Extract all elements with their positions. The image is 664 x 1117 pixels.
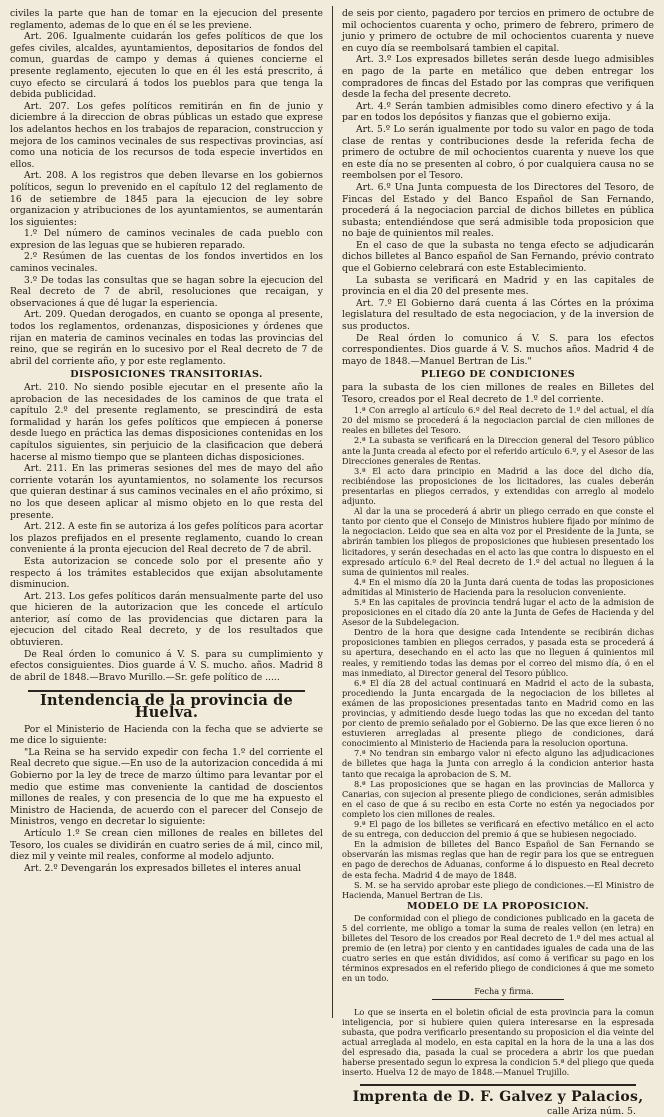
section-rule bbox=[360, 1084, 636, 1086]
left-column bbox=[10, 8, 323, 1018]
decree-quote: "La Reina se ha servido expedir con fecha 1.º del corriente el Real decreto que sigue.—En uso de la autorizacion concedida á mi Gobierno por la ley de trece de marzo último para levantar por el medio que estime mas conveniente la cantidad de doscientos millones de reales, y con presencia de lo que me ha expuesto el Ministro de Hacienda, de acuerdo con el parecer del Consejo de Ministros, vengo en decretar lo siguiente: bbox=[10, 746, 323, 828]
closing-notice: Lo que se inserta en el boletin oficial de esta provincia para la comun inteligencia, por si hubiere quien quiera interesarse en la espresada subasta, que podra verificarlo presentando su proposicion el dia veinte del actual arreglada al modelo, en esta capital en la hora de la una a las dos del espresado dia, pasada la cual se procedera a abrir los que puedan haberse presentado segun lo expresa la condicion 5.ª del pliego que queda inserto. Huelva 12 de mayo de 1848.—Manuel Trujillo. bbox=[342, 1006, 654, 1078]
condition-item: 4.ª En el mismo día 20 la Junta dará cuenta de todas las proposiciones admitidas al Ministerio de Hacienda para la resolucion conveniente. bbox=[342, 576, 654, 597]
paragraph: de seis por ciento, pagadero por tercios en primero de octubre de mil ochocientos cuarenta y ocho, primero de febrero, primero de junio y primero de octubre de mil ochocientos cuarenta y nueve en cuyo día se reembolsará tambien el capital. bbox=[342, 8, 654, 54]
modelo-text: De conformidad con el pliego de condiciones publicado en la gaceta de 5 del corriente, me obligo a tomar la suma de reales vellon (en letra) en billetes del Tesoro de los creados por Real decreto de 1.º del mes actual al premio de (en letra) por ciento y en cantidades iguales de cada una de las cuatro series en que están divididos, así como á verificar su pago en los términos expresados en el referido pliego de condiciones á que me someto en un todo. bbox=[342, 912, 654, 984]
article-207: Art. 207. Los gefes políticos remitirán en fin de junio y diciembre á la direccion de obras públicas un estado que exprese los adelantos hechos en los trabajos de reparacion, construccion y mejora de los caminos vecinales de sus respectivas provincias, así como una noticia de los recursos de toda especie invertidos en ellos. bbox=[10, 100, 323, 170]
paragraph: Por el Ministerio de Hacienda con la fecha que se advierte se me dice lo siguiente: bbox=[10, 723, 323, 747]
right-column bbox=[342, 8, 654, 1117]
article-210: Art. 210. No siendo posible ejecutar en el presente año la aprobacion de las necesidades de los caminos de que trata el capítulo 2.º del presente reglamento, se prescindirá de esta formalidad y harán los gefes políticos que empiecen á ponerse desde luego en práctica las demas disposiciones contenidas en los capítulos siguientes, sin perjuicio de la clasificacion que deberá hacerse al mismo tiempo que se planteen dichas disposiciones. bbox=[10, 382, 323, 463]
article-4: Art. 4.º Serán tambien admisibles como dinero efectivo y á la par en todos los depósitos y fianzas que el gobierno exija. bbox=[342, 100, 654, 124]
transitory-heading: DISPOSICIONES TRANSITORIAS. bbox=[70, 369, 263, 381]
list-item: 1.º Del número de caminos vecinales de cada pueblo con expresion de las leguas que se hubieren reparado. bbox=[10, 228, 323, 251]
article-212: Art. 212. A este fin se autoriza á los gefes políticos para acortar los plazos prefijados en el presente reglamento, cuando lo crean conveniente á la pronta ejecucion del Real decreto de 7 de abril. bbox=[10, 521, 323, 556]
article-209: Art. 209. Quedan derogados, en cuanto se oponga al presente, todos los reglamentos, ordenanzas, disposiciones y órdenes que rijan en materia de caminos vecinales en todas las provincias del reino, que se regirán en lo sucesivo por el Real decreto de 7 de abril del corriente año, y por este reglamento. bbox=[10, 309, 323, 367]
article-5: Art. 5.º Lo serán igualmente por todo su valor en pago de toda clase de rentas y contribuciones desde la referida fecha de primero de octubre de mil ochocientos cuarenta y nueve los que en este día no se presenten al cobro, ó por cualquiera causa no se reembolsen por el Tesoro. bbox=[342, 123, 654, 182]
list-item: 3.º De todas las consultas que se hagan sobre la ejecucion del Real decreto de 7 de abril, resoluciones que recaigan, y observaciones á que dé lugar la esperiencia. bbox=[10, 274, 323, 309]
condition-item: 1.ª Con arreglo al artículo 6.º del Real decreto de 1.º del actual, el día 20 del mismo se procederá á la negociacion parcial de cien millones de reales en billetes del Tesoro. bbox=[342, 405, 654, 436]
column-divider bbox=[332, 6, 333, 1018]
condition-item: 9.ª El pago de los billetes se verificará en efectivo metálico en el acto de su entrega, con deduccion del premio á que se hubiesen negociado. bbox=[342, 819, 654, 840]
paragraph: Esta autorizacion se concede solo por el presente año y respecto á los trámites establecidos que exijan absolutamente disminucion. bbox=[10, 555, 323, 591]
condition-item: En la admision de billetes del Banco Español de San Fernando se observarán las mismas reglas que han de regir para los que se entreguen en pago de derechos de Aduanas, conforme á lo dispuesto en Real decreto de esta fecha. Madrid 4 de mayo de 1848. bbox=[342, 839, 654, 880]
condition-item: S. M. se ha servido aprobar este pliego de condiciones.—El Ministro de Hacienda, Manuel Bertran de Lis. bbox=[342, 879, 654, 900]
paragraph: En el caso de que la subasta no tenga efecto se adjudicarán dichos billetes al Banco español de San Fernando, prévio contrato que el Gobierno celebrará con este Establecimiento. bbox=[342, 239, 654, 275]
condition-item: 6.ª El día 28 del actual continuará en Madrid el acto de la subasta, procediendo la Junta encargada de la negociacion de los billetes al exámen de las proposiciones presentadas tanto en Madrid como en las provincias, y admitiendo desde luego todas las que no excedan del tanto por ciento de premio señalado por el Gobierno. De las que exce lieren ó no estuvieren arregladas al presente pliego de condiciones, dará conocimiento al Ministerio de Hacienda para la resolucion oportuna. bbox=[342, 677, 654, 749]
condition-item: Al dar la una se procederá á abrir un pliego cerrado en que conste el tanto por ciento que el Consejo de Ministros hubiere fijado por mínimo de la negociacion. Leido que sea en alta voz por el Presidente de la Junta, se abrirán tambien los pliegos de proposiciones que hubiesen presentado los licitadores, y serán desechadas en el acto las que contra lo dispuesto en el expresado artículo 6.º del Real decreto de 1.º del actual no lleguen á la suma de quinientos mil reales. bbox=[342, 506, 654, 577]
printer-address: calle Ariza núm. 5. bbox=[547, 1105, 636, 1117]
section-rule bbox=[432, 999, 564, 1000]
condition-item: 3.ª El acto dara principio en Madrid a las doce del dicho día, recibiéndose las proposiciones de los licitadores, las cuales deberán presentarlas en pliegos cerrados, y extendidas con arreglo al modelo adjunto. bbox=[342, 465, 654, 507]
condition-item: 7.ª No tendran sin embargo valor ni efecto alguno las adjudicaciones de billetes que haga la Junta con arreglo á la condicion anterior hasta tanto que recaiga la aprobacion de S. M. bbox=[342, 748, 654, 779]
condition-item: 8.ª Las proposiciones que se hagan en las provincias de Mallorca y Canarias, con sujecion al presente pliego de condiciones, serán admisibles en el caso de que á su recibo en esta Corte no estén ya negociados por completo los cien millones de reales. bbox=[342, 778, 654, 819]
article-2: Art. 2.º Devengarán los expresados billetes el interes anual bbox=[24, 862, 302, 874]
article-213: Art. 213. Los gefes políticos darán mensualmente parte del uso que hicieren de la autorizacion que les concede el artículo anterior, así como de las providencias que dictaren para la ejecucion del citado Real decreto, y de los resultados que obtuvieren. bbox=[10, 590, 323, 649]
article-211: Art. 211. En las primeras sesiones del mes de mayo del año corriente votarán los ayuntamientos, no solamente los recursos que quieran destinar á sus caminos vecinales en el año próximo, si no los que deseen aplicar al mismo objeto en lo que resta del presente. bbox=[10, 463, 323, 521]
condition-item: 5.ª En las capitales de provincia tendrá lugar el acto de la admision de proposiciones en el citado día 20 ante la Junta de Gefes de Hacienda y del Asesor de la Subdelegacion. bbox=[342, 596, 654, 628]
condition-item: 2.ª La subasta se verificará en la Direccion general del Tesoro público ante la Junta creada al efecto por el referido artículo 6.º, y el Asesor de las Direcciones generales de Rentas. bbox=[342, 435, 654, 466]
paragraph: La subasta se verificará en Madrid y en las capitales de provincia en el dia 20 del presente mes. bbox=[342, 274, 654, 298]
condition-item: Dentro de la hora que designe cada Intendente se recibirán dichas proposiciones tambien en pliegos cerrados, y pasada esta se procederá á su apertura, desechando en el acto las que no lleguen á quinientos mil reales, y remitiendo todas las demas por el correo del mismo día, ó en el mas inmediato, al Director general del Tesoro público. bbox=[342, 627, 654, 678]
article-1: Artículo 1.º Se crean cien millones de reales en billetes del Tesoro, los cuales se dividirán en cuatro series de á mil, cinco mil, diez mil y veinte mil reales, conforme al modelo adjunto. bbox=[10, 827, 323, 863]
article-206: Art. 206. Igualmente cuidarán los gefes políticos de que los gefes civiles, alcaldes, ayuntamientos, depositarios de fondos del comun, guardas de campo y demas á quienes concierne el presente reglamento, ejecuten lo que en él les está prescrito, á cuyo efecto se circulará á todos los pueblos para que tenga la debida publicidad. bbox=[10, 31, 323, 101]
article-6: Art. 6.º Una Junta compuesta de los Directores del Tesoro, de Fincas del Estado y del Banco Español de San Fernando, procederá á la negociacion parcial de dichos billetes en pública subasta; entendiéndose que será admisible toda proposicion que no baje de quinientos mil reales. bbox=[342, 181, 654, 240]
modelo-heading: MODELO DE LA PROPOSICION. bbox=[406, 900, 590, 912]
article-208: Art. 208. A los registros que deben llevarse en los gobiernos políticos, segun lo prevenido en el capítulo 12 del reglamento de 16 de setiembre de 1845 para la ejecucion de ley sobre organizacion y atribuciones de los ayuntamientos, se aumentarán los siguientes: bbox=[10, 170, 323, 228]
article-3: Art. 3.º Los expresados billetes serán desde luego admisibles en pago de la parte en metálico que deben entregar los compradores de fincas del Estado por las compras que verifiquen desde la fecha del presente decreto. bbox=[342, 54, 654, 101]
fecha-firma: Fecha y firma. bbox=[474, 985, 534, 996]
pliego-heading: PLIEGO DE CONDICIONES bbox=[420, 369, 576, 381]
signature-paragraph: De Real órden lo comunico á V. S. para los efectos correspondientes. Dios guarde á V. S. muchos años. Madrid 4 de mayo de 1848.—Manuel Bertran de Lis." bbox=[342, 332, 654, 367]
list-item: 2.º Resúmen de las cuentas de los fondos invertidos en los caminos vecinales. bbox=[10, 251, 323, 275]
conditions-list bbox=[342, 405, 654, 1077]
signature-paragraph: De Real órden lo comunico á V. S. para su cumplimiento y efectos consiguientes. Dios guarde á V. S. mucho. años. Madrid 8 de abril de 1848.—Bravo Murillo.—Sr. gefe político de ..... bbox=[10, 648, 323, 683]
printer-name: Imprenta de D. F. Galvez y Palacios, bbox=[352, 1089, 644, 1106]
pliego-intro: para la subasta de los cien millones de reales en Billetes del Tesoro, creados por el Real decreto de 1.º del corriente. bbox=[342, 382, 654, 405]
article-7: Art. 7.º El Gobierno dará cuenta á las Córtes en la próxima legislatura del resultado de esta negociacion, y de la inversion de sus productos. bbox=[342, 297, 654, 333]
paragraph: civiles la parte que han de tomar en la ejecucion del presente reglamento, ademas de lo que en él se les previene. bbox=[10, 8, 323, 31]
intendencia-title: Intendencia de la provincia de Huelva. bbox=[40, 692, 293, 722]
